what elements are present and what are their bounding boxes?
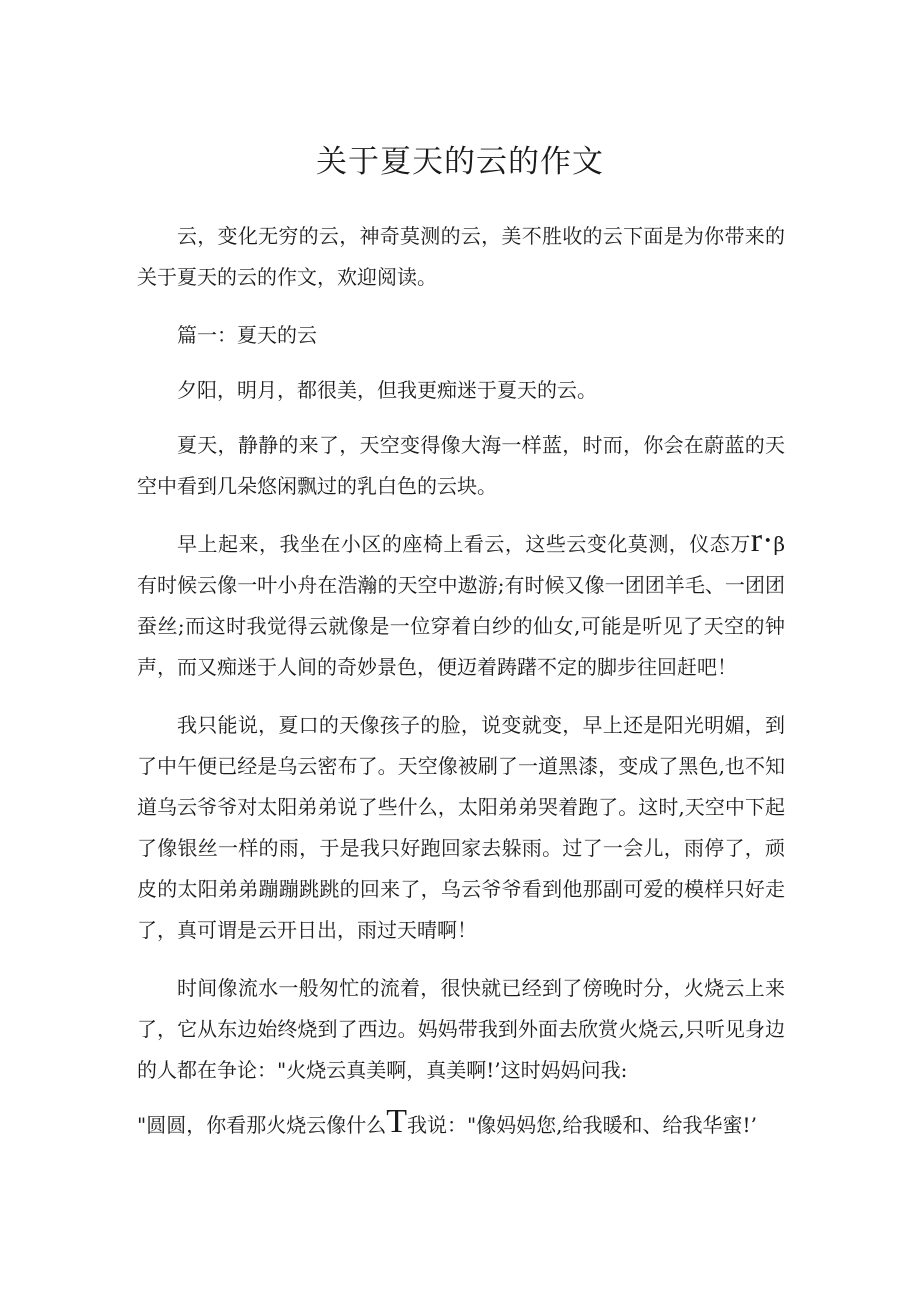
paragraph-dialogue-rest: 我说："像妈妈您,给我暖和、给我华蜜!’ xyxy=(406,1113,757,1137)
paragraph-dialogue xyxy=(137,1105,785,1146)
paragraph-morning-clouds-rest: 有时候云像一叶小舟在浩瀚的天空中遨游;有时候又像一团团羊毛、一团团蚕丝;而这时我觉得云就像是一位穿着白纱的仙女,可能是听见了天空的钟声，而又痴迷于人间的奇妙景色，便迈着踌躇不定的脚步往回赶吧！ xyxy=(137,573,785,679)
ocr-artifact-beta: β xyxy=(773,532,785,556)
ocr-artifact-t: T xyxy=(386,1103,407,1140)
paragraph-sunset: 夕阳，明月，都很美，但我更痴迷于夏天的云。 xyxy=(177,378,597,402)
paragraph-intro: 云，变化无穷的云，神奇莫测的云，美不胜收的云下面是为你带来的关于夏天的云的作文，欢迎阅读。 xyxy=(137,224,785,289)
document-body xyxy=(137,216,785,1163)
paragraph-morning-clouds xyxy=(137,524,785,688)
paragraph-morning-clouds-start: 早上起来，我坐在小区的座椅上看云，这些云变化莫测，仪态万 xyxy=(177,532,751,556)
paragraph-evening-glow: 时间像流水一般匆忙的流着，很快就已经到了傍晚时分，火烧云上来了，它从东边始终烧到了西边。妈妈带我到外面去欣赏火烧云,只听见身边的人都在争论："火烧云真美啊，真美啊!’这时妈妈问我: xyxy=(137,976,785,1082)
document-title: 关于夏天的云的作文 xyxy=(316,144,604,180)
paragraph-section-heading: 篇一：夏天的云 xyxy=(177,323,317,347)
paragraph-weather-change: 我只能说，夏口的天像孩子的脸，说变就变，早上还是阳光明媚，到了中午便已经是乌云密布了。天空像被刷了一道黑漆，变成了黑色,也不知道乌云爷爷对太阳弟弟说了些什么，太阳弟弟哭着跑了。这时,天空中下起了像银丝一样的雨，于是我只好跑回家去躲雨。过了一会儿，雨停了，顽皮的太阳弟弟蹦蹦跳跳的回来了，乌云爷爷看到他那副可爱的模样只好走了，真可谓是云开日出，雨过天晴啊！ xyxy=(137,713,785,942)
paragraph-dialogue-start: "圆圆，你看那火烧云像什么 xyxy=(137,1113,387,1137)
paragraph-summer-sky: 夏天，静静的来了，天空变得像大海一样蓝，时而，你会在蔚蓝的天空中看到几朵悠闲飘过的乳白色的云块。 xyxy=(137,433,785,498)
ocr-artifact-glyph: r· xyxy=(750,522,774,559)
